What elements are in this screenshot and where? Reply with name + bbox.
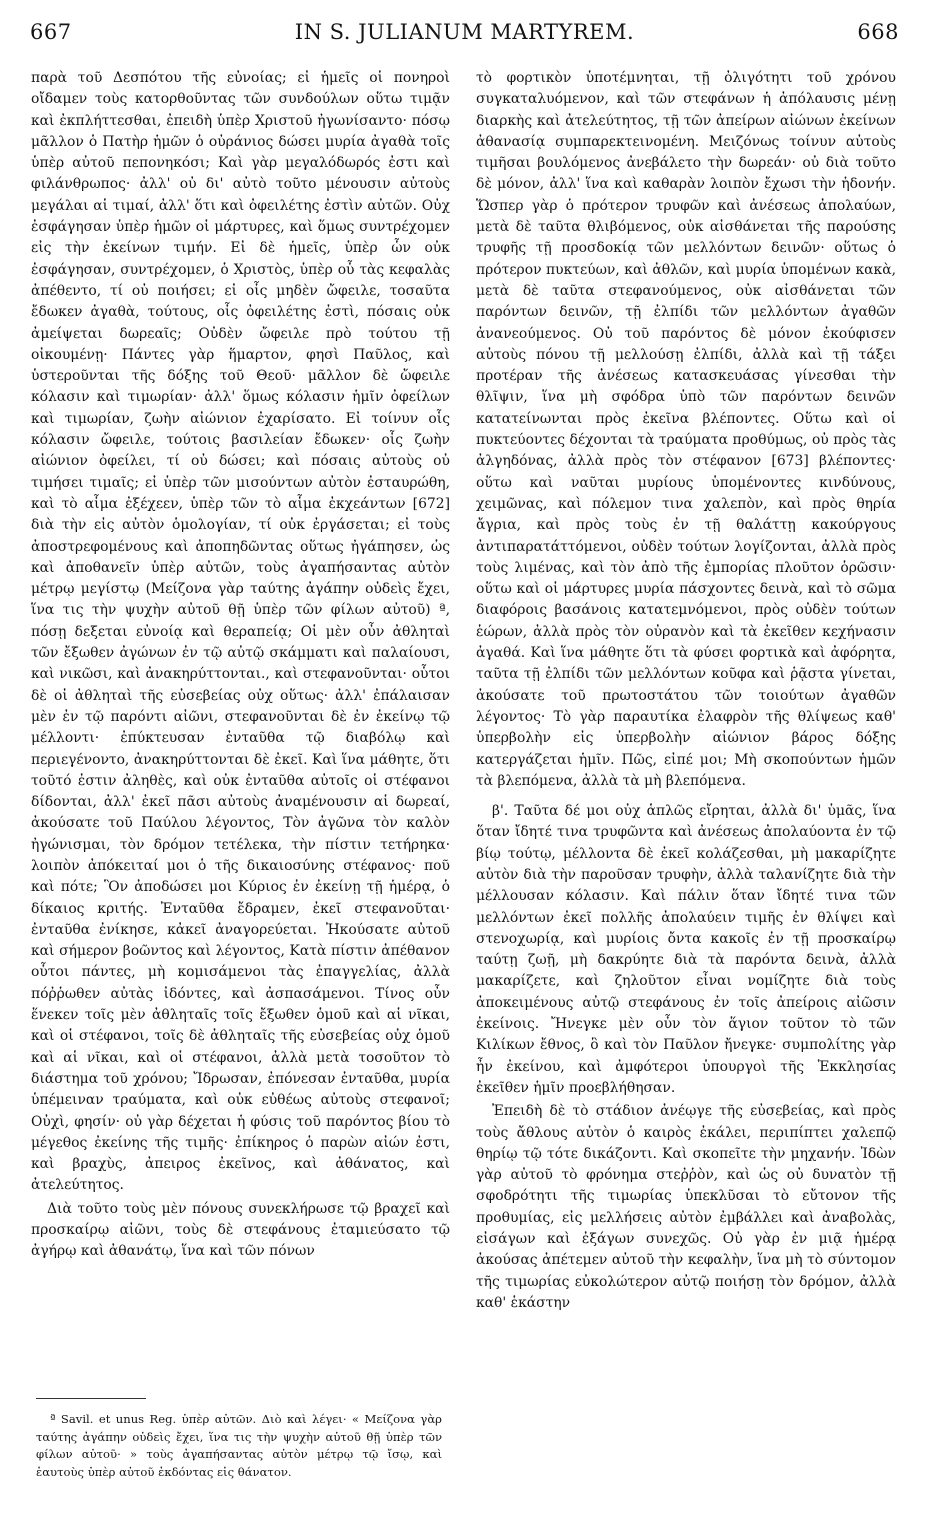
- running-header: [30, 20, 899, 46]
- footnote-separator: [36, 1398, 146, 1399]
- right-column: [476, 68, 896, 1314]
- left-page-number: 667: [30, 20, 72, 44]
- right-paragraph-section-2: β'. Ταῦτα δέ μοι οὐχ ἁπλῶς εἴρηται, ἀλλὰ δι' ὑμᾶς, ἵνα ὅταν ἴδητέ τινα τρυφῶντα καὶ ἀνέσεως ἀπολαύοντα ἐν τῷ βίῳ τούτῳ, μέλλοντα δὲ ἐκεῖ κολάζεσθαι, μὴ μακαρίζητε αὐτὸν διὰ τὴν παροῦσαν τρυφὴν, ἀλλὰ ταλανίζητε διὰ τὴν μέλλουσαν κόλασιν. Καὶ πάλιν ὅταν ἴδητέ τινα τῶν μελλόντων ἐκεῖ πολλῆς ἀπολαύειν τιμῆς ἐν θλίψει καὶ στενοχωρίᾳ, καὶ μυρίοις ὄντα κακοῖς ἐν τῇ προσκαίρῳ ταύτῃ ζωῇ, μὴ δακρύητε διὰ τὰ παρόντα δεινὰ, ἀλλὰ μακαρίζετε, καὶ ζηλοῦτον εἶναι νομίζητε διὰ τοὺς ἀποκειμένους αὐτῷ στεφάνους ἐν τοῖς ἀπείροις αἰῶσιν ἐκείνοις. Ἤνεγκε μὲν οὖν τὸν ἅγιον τοῦτον τὸ τῶν Κιλίκων ἔθνος, ὃ καὶ τὸν Παῦλον ἤνεγκε· συμπολίτης γὰρ ἦν ἐκείνου, καὶ ἀμφότεροι ὑπουργοὶ τῆς Ἐκκλησίας ἐκεῖθεν ἡμῖν προεβλήθησαν.: [476, 803, 896, 1096]
- left-paragraph-2: Διὰ τοῦτο τοὺς μὲν πόνους συνεκλήρωσε τῷ βραχεῖ καὶ προσκαίρῳ αἰῶνι, τοὺς δὲ στεφάνους ἐταμιεύσατο τῷ ἀγήρῳ καὶ ἀθανάτῳ, ἵνα καὶ τῶν πόνων: [31, 1200, 450, 1260]
- right-paragraph-1: τὸ φορτικὸν ὑποτέμνηται, τῇ ὀλιγότητι τοῦ χρόνου συγκαταλυόμενον, καὶ τῶν στεφάνων ἡ ἀπόλαυσις μένῃ διαρκὴς καὶ ἀτελεύτητος, τῇ τῶν ἀπείρων αἰώνων ἐκείνων ἀθανασίᾳ συμπαρεκτεινομένη. Μειζόνως τοίνυν αὐτοὺς τιμῆσαι βουλόμενος ἀνεβάλετο τὴν δωρεάν· οὐ διὰ τοῦτο δὲ μόνον, ἀλλ' ἵνα καὶ καθαρὰν λοιπὸν ἔχωσι τὴν ἡδονήν. Ὥσπερ γὰρ ὁ πρότερον τρυφῶν καὶ ἀνέσεως ἀπολαύων, μετὰ δὲ ταῦτα θλιβόμενος, οὐκ αἰσθάνεται τῆς παρούσης τρυφῆς τῇ προσδοκίᾳ τῶν μελλόντων δεινῶν· οὕτως ὁ πρότερον πυκτεύων, καὶ ἀθλῶν, καὶ μυρία ὑπομένων κακὰ, μετὰ δὲ ταῦτα στεφανούμενος, οὐκ αἰσθάνεται τῶν παρόντων δεινῶν, τῇ ἐλπίδι τῶν μελλόντων ἀγαθῶν ἀνανεούμενος. Οὐ τοῦ παρόντος δὲ μόνον ἐκούφισεν αὐτοὺς πόνου τῇ μελλούσῃ ἐλπίδι, ἀλλὰ καὶ τῇ τάξει προτέραν τῆς ἀνέσεως κατασκευάσας γίνεσθαι τὴν θλῖψιν, ἵνα μὴ σφόδρα ὑπὸ τῶν παρόντων δεινῶν κατατείνωνται πρὸς ἐκεῖνα βλέποντες. Οὕτω καὶ οἱ πυκτεύοντες δέχονται τὰ τραύματα προθύμως, οὐ πρὸς τὰς ἀλγηδόνας, ἀλλὰ πρὸς τὸν στέφανον [673] βλέποντες· οὕτω καὶ ναῦται μυρίους ὑπομένοντες κινδύνους, χειμῶνας, καὶ πόλεμον τινα χαλεπὸν, καὶ πρὸς θηρία ἄγρια, καὶ πρὸς τοὺς ἐν τῇ θαλάττῃ κακούργους ἀντιπαρατάττόμενοι, οὐδὲν τούτων λογίζονται, ἀλλὰ πρὸς τοὺς λιμένας, καὶ τὸν ἀπὸ τῆς ἐμπορίας πλοῦτον ὁρῶσιν· οὕτω καὶ οἱ μάρτυρες μυρία πάσχοντες δεινὰ, καὶ τὸ σῶμα διαφόροις βασάνοις κατατεμνόμενοι, πρὸς οὐδὲν τούτων ἑώρων, ἀλλὰ πρὸς τὸν οὐρανὸν καὶ τὰ ἐκεῖθεν κεχήνασιν ἀγαθά. Καὶ ἵνα μάθητε ὅτι τὰ φύσει φορτικὰ καὶ ἀφόρητα, ταῦτα τῇ ἐλπίδι τῶν μελλόντων κοῦφα καὶ ῥᾷστα γίνεται, ἀκούσατε τοῦ πρωτοστάτου τῶν τοιούτων ἀγαθῶν λέγοντος· Τὸ γὰρ παραυτίκα ἐλαφρὸν τῆς θλίψεως καθ' ὑπερβολὴν εἰς ὑπερβολὴν αἰώνιον βάρος δόξης κατεργάζεται ἡμῖν. Πῶς, εἰπέ μοι; Μὴ σκοπούντων ἡμῶν τὰ βλεπόμενα, ἀλλὰ τὰ μὴ βλεπόμενα.: [476, 70, 896, 789]
- left-paragraph-1: παρὰ τοῦ Δεσπότου τῆς εὐνοίας; εἰ ἡμεῖς οἱ πονηροὶ οἴδαμεν τοὺς κατορθοῦντας τῶν συνδούλων οὕτω τιμᾷν καὶ ἐκπλήττεσθαι, ἐπειδὴ ὑπὲρ Χριστοῦ ἠγωνίσαντο· πόσῳ μᾶλλον ὁ Πατὴρ ἡμῶν ὁ οὐράνιος δώσει μυρία ἀγαθὰ τοῖς ὑπὲρ αὐτοῦ πεπονηκόσι; Καὶ γὰρ μεγαλόδωρός ἐστι καὶ φιλάνθρωπος· ἀλλ' οὐ δι' αὐτὸ τοῦτο μένουσιν αὐτοὺς μεγάλαι αἱ τιμαί, ἀλλ' ὅτι καὶ ὀφειλέτης ἐστὶν αὐτῶν. Οὐχ ἐσφάγησαν ὑπὲρ ἡμῶν οἱ μάρτυρες, καὶ ὅμως συντρέχομεν εἰς τὴν ἐκείνων τιμήν. Εἰ δὲ ἡμεῖς, ὑπὲρ ὧν οὐκ ἐσφάγησαν, συντρέχομεν, ὁ Χριστὸς, ὑπὲρ οὗ τὰς κεφαλὰς ἀπέθεντο, τί οὐ ποιήσει; εἰ οἷς μηδὲν ὤφειλε, τοσαῦτα ἔδωκεν ἀγαθὰ, τούτους, οἷς ὀφειλέτης ἐστὶ, πόσαις οὐκ ἀμείψεται δωρεαῖς; Οὐδὲν ὤφειλε πρὸ τούτου τῇ οἰκουμένῃ· Πάντες γὰρ ἥμαρτον, φησὶ Παῦλος, καὶ ὑστεροῦνται τῆς δόξης τοῦ Θεοῦ· μᾶλλον δὲ ὤφειλε κόλασιν καὶ τιμωρίαν· ἀλλ' ὅμως κόλασιν ἡμῖν ὀφείλων καὶ τιμωρίαν, ζωὴν αἰώνιον ἐχαρίσατο. Εἰ τοίνυν οἷς κόλασιν ὤφειλε, τούτοις βασιλείαν ἔδωκεν· οἷς ζωὴν αἰώνιον ὀφείλει, τί οὐ δώσει; καὶ πόσαις αὐτοὺς οὐ τιμήσει τιμαῖς; εἰ ὑπὲρ τῶν μισούντων αὐτὸν ἐσταυρώθη, καὶ τὸ αἷμα ἐξέχεεν, ὑπὲρ τῶν τὸ αἷμα ἐκχεάντων [672] διὰ τὴν εἰς αὐτὸν ὁμολογίαν, τί οὐκ ἐργάσεται; εἰ τοὺς ἀποστρεφομένους καὶ ἀποπηδῶντας οὕτως ἠγάπησεν, ὡς καὶ ἀποθανεῖν ὑπὲρ αὐτῶν, τοὺς ἀγαπήσαντας αὐτὸν μέτρῳ μεγίστῳ (Μείζονα γὰρ ταύτης ἀγάπην οὐδεὶς ἔχει, ἵνα τις τὴν ψυχὴν αὐτοῦ θῇ ὑπὲρ τῶν φίλων αὐτοῦ) ª, πόσῃ δεξεται εὐνοίᾳ καὶ θεραπείᾳ; Οἱ μὲν οὖν ἀθληταὶ τῶν ἔξωθεν ἀγώνων ἐν τῷ αὐτῷ σκάμματι καὶ παλαίουσι, καὶ νικῶσι, καὶ ἀνακηρύττονται., καὶ στεφανοῦνται· οὗτοι δὲ οἱ ἀθληταὶ τῆς εὐσεβείας οὐχ οὕτως· ἀλλ' ἐπάλαισαν μὲν ἐν τῷ παρόντι αἰῶνι, στεφανοῦνται δὲ ἐν ἐκείνῳ τῷ μέλλοντι· ἐπύκτευσαν ἐνταῦθα τῷ διαβόλῳ καὶ περιεγένοντο, ἀνακηρύττονται δὲ ἐκεῖ. Καὶ ἵνα μάθητε, ὅτι τοῦτό ἐστιν ἀληθὲς, καὶ οὐκ ἐνταῦθα αὐτοῖς οἱ στέφανοι δίδονται, ἀλλ' ἐκεῖ πᾶσι αὐτοὺς ἀναμένουσιν αἱ δωρεαί, ἀκούσατε τοῦ Παύλου λέγοντος, Τὸν ἀγῶνα τὸν καλὸν ἠγώνισμαι, τὸν δρόμον τετέλεκα, τὴν πίστιν τετήρηκα· λοιπὸν ἀπόκειταί μοι ὁ τῆς δικαιοσύνης στέφανος· ποῦ καὶ πότε; Ὃν ἀποδώσει μοι Κύριος ἐν ἐκείνῃ τῇ ἡμέρᾳ, ὁ δίκαιος κριτής. Ἐνταῦθα ἔδραμεν, ἐκεῖ στεφανοῦται· ἐνταῦθα ἐνίκησε, κἀκεῖ ἀναγορεύεται. Ἠκούσατε αὐτοῦ καὶ σήμερον βοῶντος καὶ λέγοντος, Κατὰ πίστιν ἀπέθανον οὗτοι πάντες, μὴ κομισάμενοι τὰς ἐπαγγελίας, ἀλλὰ πόῤῥωθεν αὐτὰς ἰδόντες, καὶ ἀσπασάμενοι. Τίνος οὖν ἕνεκεν τοῖς μὲν ἀθληταῖς τοῖς ἔξωθεν ὁμοῦ καὶ αἱ νῖκαι, καὶ οἱ στέφανοι, τοῖς δὲ ἀθληταῖς τῆς εὐσεβείας οὐχ ὁμοῦ καὶ αἱ νῖκαι, καὶ οἱ στέφανοι, ἀλλὰ μετὰ τοσοῦτον τὸ διάστημα τοῦ χρόνου; Ἴδρωσαν, ἐπόνεσαν ἐνταῦθα, μυρία ὑπέμειναν τραύματα, καὶ οὐκ εὐθέως αὐτοὺς στεφανοῖ; Οὐχὶ, φησίν· οὐ γὰρ δέχεται ἡ φύσις τοῦ παρόντος βίου τὸ μέγεθος ἐκείνης τῆς τιμῆς· ἐπίκηρος ὁ παρὼν αἰών ἐστι, καὶ βραχὺς, ἀπειρος ἐκεῖνος, καὶ ἀθάνατος, καὶ ἀτελεύτητος.: [31, 70, 450, 1194]
- footnote-text: ª Savil. et unus Reg. ὑπὲρ αὐτῶν. Διὸ καὶ λέγει· « Μείζονα γὰρ ταύτης ἀγάπην οὐδεὶς ἔχει, ἵνα τις τὴν ψυχὴν αὐτοῦ θῇ ὑπὲρ τῶν φίλων αὐτοῦ· » τοὺς ἀγαπήσαντας αὐτὸν μέτρῳ τῷ ἴσῳ, καὶ ἑαυτοὺς ὑπὲρ αὐτοῦ ἐκδόντας εἰς θάνατον.: [36, 1412, 442, 1479]
- right-page-number: 668: [857, 20, 899, 44]
- footnote: [36, 1411, 442, 1481]
- running-title: IN S. JULIANUM MARTYREM.: [294, 20, 635, 44]
- right-paragraph-3: Ἐπειδὴ δὲ τὸ στάδιον ἀνέῳγε τῆς εὐσεβείας, καὶ πρὸς τοὺς ἄθλους αὐτὸν ὁ καιρὸς ἐκάλει, περιπίπτει χαλεπῷ θηρίῳ τῷ τότε δικάζοντι. Καὶ σκοπεῖτε τὴν μηχανήν. Ἰδὼν γὰρ αὐτοῦ τὸ φρόνημα στεῤῥὸν, καὶ ὡς οὐ δυνατὸν τῇ σφοδρότητι τῆς τιμωρίας ὑπεκλῦσαι τὸ εὔτονον τῆς προθυμίας, εἰς μελλήσεις αὐτὸν ἐμβάλλει καὶ ἀναβολὰς, εἰσάγων καὶ ἐξάγων συνεχῶς. Οὐ γὰρ ἐν μιᾷ ἡμέρᾳ ἀκούσας ἀπέτεμεν αὐτοῦ τὴν κεφαλὴν, ἵνα μὴ τὸ σύντομον τῆς τιμωρίας εὐκολώτερον αὐτῷ ποιήσῃ τὸν δρόμον, ἀλλὰ καθ' ἑκάστην: [476, 1103, 896, 1311]
- left-column: [31, 68, 450, 1263]
